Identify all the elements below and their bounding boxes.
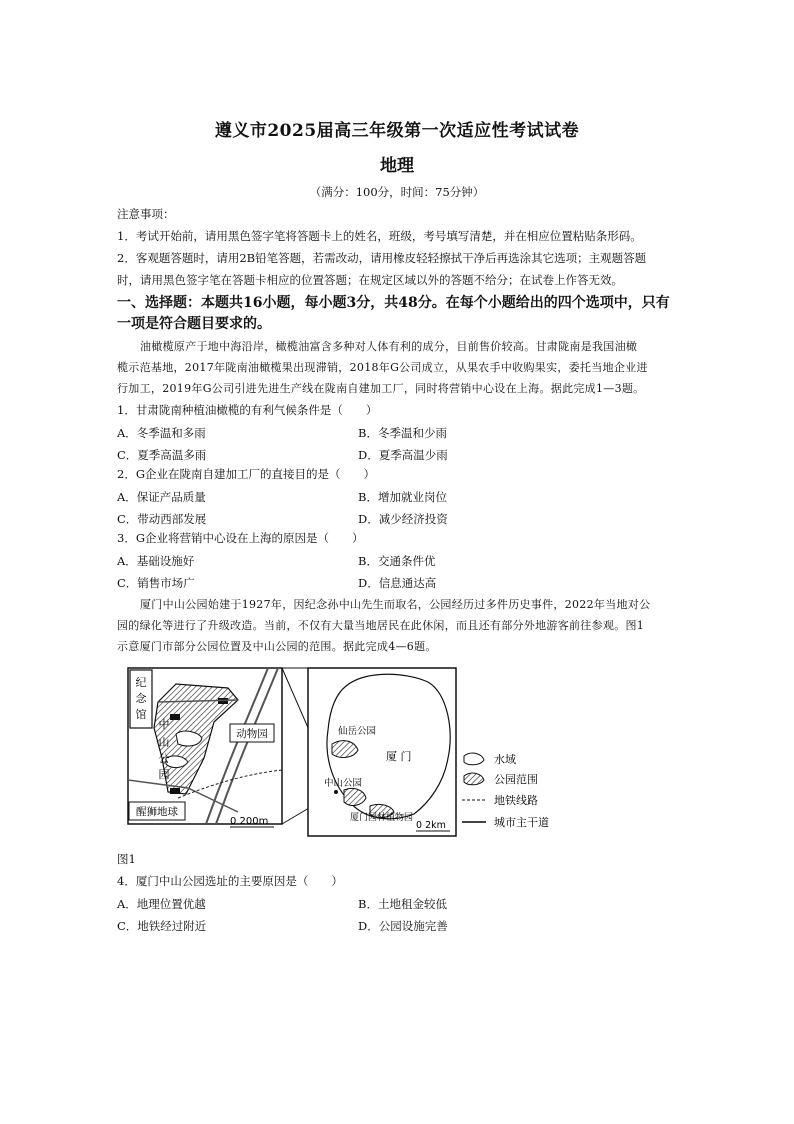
question-4-option-b[interactable]: B．土地租金较低 xyxy=(358,897,447,911)
notice-item-2-line-2: 时，请用黑色签字笔在答题卡相应的位置答题；在规定区域以外的答题不给分；在试卷上作答无效。 xyxy=(117,273,623,287)
lion-ball-label: 醒狮地球 xyxy=(136,806,178,818)
passage-1-line-2: 榄示范基地，2017年陇南油橄榄果出现滞销，2018年G公司成立，从果农手中收购果实，委托当地企业进 xyxy=(117,361,648,374)
zoo-label: 动物园 xyxy=(236,728,268,740)
page-title: 遵义市2025届高三年级第一次适应性考试试卷 xyxy=(214,121,580,141)
question-3-stem: 3．G企业将营销中心设在上海的原因是（ ） xyxy=(117,531,364,545)
right-overview-map xyxy=(308,668,456,836)
left-scale-label: 0 200m xyxy=(230,816,269,827)
question-1-option-b[interactable]: B．冬季温和少雨 xyxy=(358,426,447,440)
section-heading-line-1: 一、选择题：本题共16小题，每小题3分，共48分。在每个小题给出的四个选项中，只有 xyxy=(117,295,670,311)
question-3-option-b[interactable]: B．交通条件优 xyxy=(358,554,436,568)
passage-1-line-1: 油橄榄原产于地中海沿岸，橄榄油富含多种对人体有利的成分，目前售价较高。甘肃陇南是我国油橄 xyxy=(140,340,638,353)
question-4-option-a[interactable]: A．地理位置优越 xyxy=(117,897,206,911)
question-1-stem: 1．甘肃陇南种植油橄榄的有利气候条件是（ ） xyxy=(117,403,378,417)
question-2-option-d[interactable]: D．减少经济投资 xyxy=(358,512,448,526)
xiamen-label: 厦 门 xyxy=(386,750,412,763)
question-4-option-d[interactable]: D．公园设施完善 xyxy=(358,919,448,933)
memorial-char-2: 念 xyxy=(135,692,147,705)
left-detail-map xyxy=(128,668,282,827)
figure-1-maps xyxy=(118,662,568,842)
park-char-3: 公 xyxy=(158,752,170,765)
question-3-option-c[interactable]: C．销售市场广 xyxy=(117,576,195,590)
right-scale-label: 0 2km xyxy=(416,820,446,831)
passage-2-line-2: 园的绿化等进行了升级改造。当前，不仅有大量当地居民在此休闲，而且还有部分外地游客前往参观。图1 xyxy=(117,619,645,632)
figure-caption: 图1 xyxy=(117,852,136,866)
question-2-option-b[interactable]: B．增加就业岗位 xyxy=(358,490,447,504)
legend-water: 水域 xyxy=(494,753,516,766)
memorial-char-1: 纪 xyxy=(135,676,147,689)
score-time-info: （满分：100分，时间：75分钟） xyxy=(309,185,485,199)
notice-heading: 注意事项： xyxy=(117,207,175,221)
question-4-option-c[interactable]: C．地铁经过附近 xyxy=(117,919,207,933)
xianyue-park-label: 仙岳公园 xyxy=(338,726,377,737)
question-3-option-d[interactable]: D．信息通达高 xyxy=(358,576,437,590)
question-1-option-c[interactable]: C．夏季高温多雨 xyxy=(117,448,207,462)
passage-2-line-1: 厦门中山公园始建于1927年，因纪念孙中山先生而取名，公园经历过多件历史事件，2022年当地对公 xyxy=(140,598,651,611)
question-3-option-a[interactable]: A．基础设施好 xyxy=(117,554,195,568)
map-legend xyxy=(462,752,549,829)
park-char-2: 山 xyxy=(158,736,170,749)
question-4-stem: 4．厦门中山公园选址的主要原因是（ ） xyxy=(117,874,343,888)
notice-item-1: 1．考试开始前，请用黑色签字笔将答题卡上的姓名，班级，考号填写清楚，并在相应位置粘贴条形码。 xyxy=(117,229,642,243)
question-2-option-c[interactable]: C．带动西部发展 xyxy=(117,512,207,526)
question-2-option-a[interactable]: A．保证产品质量 xyxy=(117,490,206,504)
section-heading-line-2: 一项是符合题目要求的。 xyxy=(117,316,271,332)
park-char-4: 园 xyxy=(158,768,170,781)
subject-title: 地理 xyxy=(380,156,414,176)
memorial-char-3: 馆 xyxy=(135,708,147,721)
passage-2-line-3: 示意厦门市部分公园位置及中山公园的范围。据此完成4—6题。 xyxy=(117,640,437,653)
park-char-1: 中 xyxy=(158,718,170,731)
legend-park-range: 公园范围 xyxy=(494,773,538,786)
legend-metro: 地铁线路 xyxy=(494,794,538,807)
passage-1-line-3: 行加工，2019年G公司引进先进生产线在陇南自建加工厂，同时将营销中心设在上海。据此完成1—3题。 xyxy=(117,382,645,395)
zhongshan-park-label: 中山公园 xyxy=(324,778,363,789)
notice-item-2-line-1: 2．客观题答题时，请用2B铅笔答题，若需改动，请用橡皮轻轻擦拭干净后再选涂其它选项；主观题答题 xyxy=(117,251,647,265)
question-2-stem: 2．G企业在陇南自建加工厂的直接目的是（ ） xyxy=(117,467,376,481)
botanical-garden-label: 厦门园林植物园 xyxy=(350,813,414,823)
question-1-option-d[interactable]: D．夏季高温少雨 xyxy=(358,448,448,462)
question-1-option-a[interactable]: A．冬季温和多雨 xyxy=(117,426,206,440)
legend-main-road: 城市主干道 xyxy=(494,816,549,829)
